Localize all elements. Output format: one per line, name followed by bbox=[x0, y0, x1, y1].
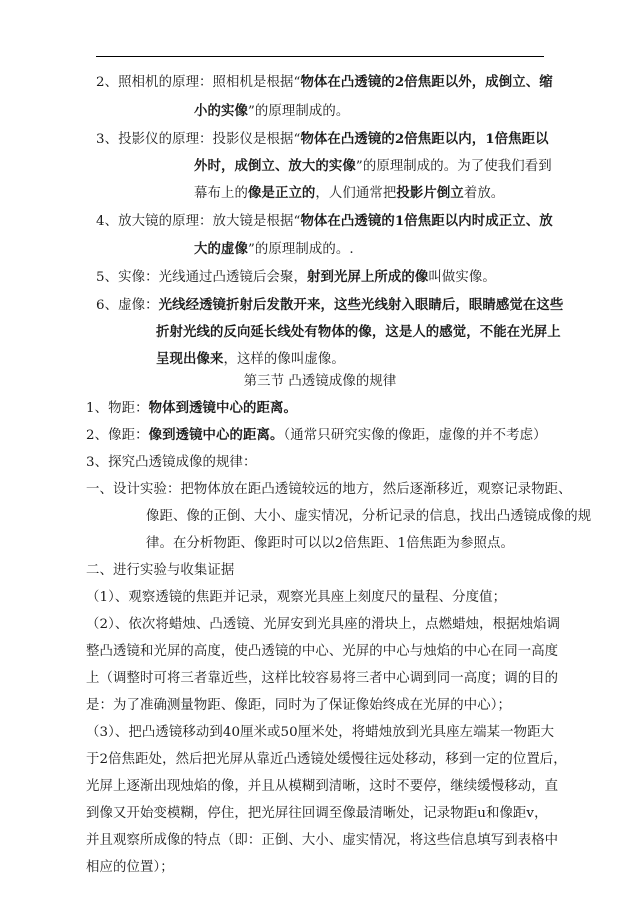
projector-principle-line-3 bbox=[194, 184, 504, 203]
step-3-line-1: （3）、把凸透镜移动到40厘米或50厘米处，将蜡烛放到光具座左端某一物距大 bbox=[86, 725, 555, 740]
magnifier-principle-tail: ”的原理制成的。. bbox=[247, 242, 354, 257]
virtual-image-bold-3: 呈现出像来 bbox=[156, 351, 224, 367]
step-3-line-4: 到像又开始变模糊，停住，把光屏往回调至像最清晰处，记录物距u和像距v， bbox=[86, 806, 548, 821]
design-experiment-line-2: 像距、像的正倒、大小、虚实情况，分析记录的信息，找出凸透镜成像的规 bbox=[146, 509, 592, 524]
step-2-line-2: 整凸透镜和光屏的高度，使凸透镜的中心、光屏的中心与烛焰的中心在同一高度 bbox=[86, 644, 559, 659]
real-image-label: 5、实像：光线通过凸透镜后会聚， bbox=[96, 270, 307, 285]
explore-rules-heading: 3、探究凸透镜成像的规律： bbox=[86, 455, 257, 470]
object-distance-bold: 物体到透镜中心的距离。 bbox=[148, 400, 297, 416]
projector-principle-line-2 bbox=[194, 157, 552, 176]
step-2-line-3: 上（调整时可将三者靠近些，这样比较容易将三者中心调到同一高度；调的目的 bbox=[86, 671, 559, 686]
camera-principle-line-2 bbox=[194, 102, 349, 121]
design-experiment-line-1: 一、设计实验：把物体放在距凸透镜较远的地方，然后逐渐移近，观察记录物距、 bbox=[86, 482, 572, 497]
virtual-image-label: 6、虚像： bbox=[96, 298, 159, 313]
step-3-line-3: 光屏上逐渐出现烛焰的像，并且从模糊到清晰，这时不要停，继续缓慢移动，直 bbox=[86, 779, 559, 794]
projector-text-b: ，人们通常把 bbox=[315, 186, 397, 201]
magnifier-principle-line-1 bbox=[96, 212, 553, 231]
step-3-line-5: 并且观察所成像的特点（即：正倒、大小、虚实情况，将这些信息填写到表格中 bbox=[86, 833, 559, 848]
section-title: 第三节 凸透镜成像的规律 bbox=[243, 374, 397, 389]
image-distance-note: （通常只研究实像的像距，虚像的并不考虑） bbox=[283, 428, 547, 443]
camera-principle-label: 2、照相机的原理：照相机是根据“ bbox=[96, 75, 301, 90]
object-distance-label: 1、物距： bbox=[86, 401, 149, 416]
image-distance-definition bbox=[86, 426, 547, 445]
real-image-tail: 叫做实像。 bbox=[428, 270, 496, 285]
projector-bold-inverted: 投影片倒立 bbox=[396, 185, 464, 201]
camera-principle-tail: ”的原理制成的。 bbox=[247, 104, 350, 119]
step-3-line-2: 于2倍焦距处，然后把光屏从靠近凸透镜处缓慢往远处移动，移到一定的位置后， bbox=[86, 752, 567, 767]
conduct-experiment-heading: 二、进行实验与收集证据 bbox=[86, 563, 235, 578]
projector-principle-label: 3、投影仪的原理：投影仪是根据“ bbox=[96, 132, 301, 147]
virtual-image-bold-2: 折射光线的反向延长线处有物体的像，这是人的感觉，不能在光屏上 bbox=[156, 324, 561, 340]
object-distance-definition bbox=[86, 399, 297, 418]
real-image-definition bbox=[96, 268, 496, 287]
projector-principle-mid: ”的原理制成的。为了使我们看到 bbox=[355, 159, 552, 174]
virtual-image-line-3 bbox=[156, 350, 345, 369]
projector-text-c: 着放。 bbox=[463, 186, 505, 201]
camera-principle-bold-2: 小的实像 bbox=[194, 103, 248, 119]
projector-bold-upright: 像是正立的 bbox=[247, 185, 316, 201]
step-1: （1）、观察透镜的焦距并记录，观察光具座上刻度尺的量程、分度值； bbox=[86, 590, 507, 605]
design-experiment-line-3: 律。在分析物距、像距时可以以2倍焦距、1倍焦距为参照点。 bbox=[146, 536, 514, 551]
projector-principle-line-1 bbox=[96, 130, 549, 149]
magnifier-principle-label: 4、放大镜的原理：放大镜是根据“ bbox=[96, 214, 301, 229]
real-image-bold: 射到光屏上所成的像 bbox=[306, 269, 429, 285]
magnifier-principle-bold: 物体在凸透镜的1倍焦距以内时成正立、放 bbox=[300, 213, 553, 229]
magnifier-principle-bold-2: 大的虚像 bbox=[194, 241, 248, 257]
virtual-image-line-1 bbox=[96, 296, 563, 315]
step-2-line-4: 是：为了准确测量物距、像距，同时为了保证像始终成在光屏的中心）； bbox=[86, 698, 511, 713]
virtual-image-tail: ，这样的像叫虚像。 bbox=[223, 352, 345, 367]
image-distance-label: 2、像距： bbox=[86, 428, 149, 443]
header-rule bbox=[96, 56, 544, 57]
projector-principle-bold-2: 外时，成倒立、放大的实像 bbox=[194, 158, 356, 174]
virtual-image-bold-1: 光线经透镜折射后发散开来，这些光线射入眼睛后，眼睛感觉在这些 bbox=[158, 297, 564, 313]
step-2-line-1: （2）、依次将蜡烛、凸透镜、光屏安到光具座的滑块上，点燃蜡烛，根据烛焰调 bbox=[86, 617, 561, 632]
virtual-image-line-2 bbox=[156, 323, 561, 342]
projector-principle-bold: 物体在凸透镜的2倍焦距以内，1倍焦距以 bbox=[300, 131, 549, 147]
projector-text-a: 幕布上的 bbox=[194, 186, 248, 201]
magnifier-principle-line-2 bbox=[194, 240, 354, 259]
step-3-line-6: 相应的位置）； bbox=[86, 860, 174, 875]
camera-principle-bold: 物体在凸透镜的2倍焦距以外，成倒立、缩 bbox=[300, 74, 553, 90]
image-distance-bold: 像到透镜中心的距离。 bbox=[148, 427, 284, 443]
camera-principle-line-1 bbox=[96, 73, 553, 92]
